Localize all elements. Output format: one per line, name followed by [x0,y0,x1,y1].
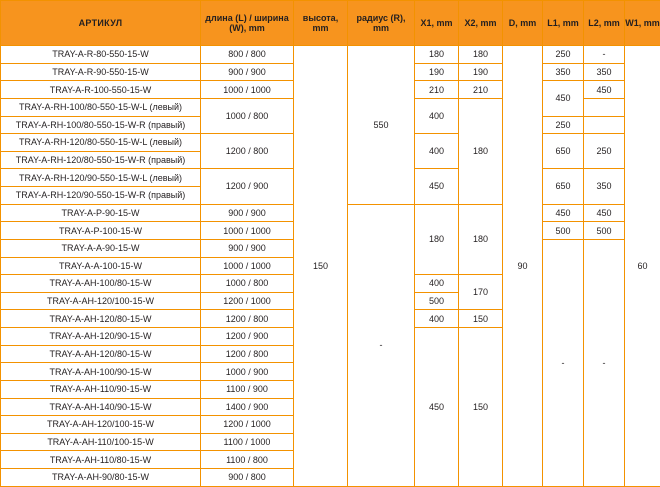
cell-l1: 250 [543,46,584,64]
cell-l2: 500 [584,222,625,240]
cell-l2: - [584,46,625,64]
cell-size: 1000 / 1000 [201,222,294,240]
cell-article: TRAY-A-AH-110/80-15-W [1,451,201,469]
cell-l1: - [543,239,584,486]
cell-article: TRAY-A-RH-120/90-550-15-W-R (правый) [1,187,201,205]
cell-size: 900 / 900 [201,63,294,81]
cell-article: TRAY-A-RH-100/80-550-15-W-R (правый) [1,116,201,134]
cell-radius-550: 550 [348,46,415,205]
cell-l1: 450 [543,81,584,116]
cell-l2 [584,98,625,116]
table-row [1,46,660,64]
cell-x2: 190 [459,63,503,81]
header-x2: X2, mm [459,1,503,46]
cell-article: TRAY-A-R-100-550-15-W [1,81,201,99]
header-radius: радиус (R), mm [348,1,415,46]
header-length-width: длина (L) / ширина (W), mm [201,1,294,46]
cell-article: TRAY-A-R-90-550-15-W [1,63,201,81]
cell-x2: 170 [459,275,503,310]
cell-article: TRAY-A-P-100-15-W [1,222,201,240]
header-l1: L1, mm [543,1,584,46]
cell-l2: 450 [584,204,625,222]
cell-l1: 650 [543,169,584,204]
cell-size: 1200 / 800 [201,134,294,169]
cell-size: 1100 / 900 [201,380,294,398]
header-w1: W1, mm [625,1,660,46]
cell-w1: 60 [625,46,660,487]
cell-x2: 180 [459,46,503,64]
cell-l1: 650 [543,134,584,169]
cell-size: 1100 / 800 [201,451,294,469]
cell-size: 1400 / 900 [201,398,294,416]
cell-article: TRAY-A-AH-100/80-15-W [1,275,201,293]
cell-article: TRAY-A-AH-120/80-15-W [1,310,201,328]
cell-x1: 400 [415,275,459,293]
cell-l1: 450 [543,204,584,222]
cell-size: 1200 / 900 [201,169,294,204]
cell-size: 900 / 800 [201,469,294,487]
table-header-row [1,1,660,46]
cell-l2: 450 [584,81,625,99]
cell-x1: 210 [415,81,459,99]
cell-size: 1000 / 800 [201,275,294,293]
cell-x1: 400 [415,310,459,328]
cell-article: TRAY-A-AH-110/100-15-W [1,433,201,451]
cell-size: 1200 / 800 [201,345,294,363]
cell-size: 1200 / 1000 [201,416,294,434]
cell-d: 90 [503,46,543,487]
header-height: высота, mm [294,1,348,46]
header-x1: X1, mm [415,1,459,46]
cell-radius-dash: - [348,204,415,486]
cell-l2: 250 [543,116,584,134]
cell-x1: 180 [415,46,459,64]
cell-x1: 450 [415,328,459,487]
cell-size: 800 / 800 [201,46,294,64]
cell-article: TRAY-A-R-80-550-15-W [1,46,201,64]
cell-x1: 180 [415,204,459,275]
cell-l2: 350 [584,63,625,81]
cell-article: TRAY-A-AH-120/100-15-W [1,416,201,434]
cell-l2: - [584,239,625,486]
cell-x1: 400 [415,98,459,133]
cell-article: TRAY-A-AH-100/90-15-W [1,363,201,381]
cell-article: TRAY-A-AH-120/90-15-W [1,328,201,346]
cell-article: TRAY-A-AH-110/90-15-W [1,380,201,398]
cell-article: TRAY-A-AH-120/80-15-W [1,345,201,363]
cell-x2: 150 [459,328,503,487]
cell-size: 1000 / 900 [201,363,294,381]
cell-height: 150 [294,46,348,487]
cell-l2: 350 [584,169,625,204]
cell-l2: 250 [584,134,625,169]
cell-x2: 210 [459,81,503,99]
cell-size: 1000 / 800 [201,98,294,133]
cell-x1: 190 [415,63,459,81]
header-article: АРТИКУЛ [1,1,201,46]
cell-x2: 150 [459,310,503,328]
cell-size: 1000 / 1000 [201,81,294,99]
cell-article: TRAY-A-A-90-15-W [1,239,201,257]
cell-size: 900 / 900 [201,239,294,257]
cell-l1: 500 [543,222,584,240]
cell-article: TRAY-A-AH-90/80-15-W [1,469,201,487]
cell-x1: 450 [415,169,459,204]
cell-x1: 400 [415,134,459,169]
cell-x2: 180 [459,204,503,275]
header-d: D, mm [503,1,543,46]
cell-x1: 500 [415,292,459,310]
cell-article: TRAY-A-AH-120/100-15-W [1,292,201,310]
cell-l1: 350 [543,63,584,81]
cell-article: TRAY-A-P-90-15-W [1,204,201,222]
cell-article: TRAY-A-RH-120/80-550-15-W-L (левый) [1,134,201,152]
cell-article: TRAY-A-RH-120/80-550-15-W-R (правый) [1,151,201,169]
cell-article: TRAY-A-AH-140/90-15-W [1,398,201,416]
cell-size: 1000 / 1000 [201,257,294,275]
cell-size: 1200 / 1000 [201,292,294,310]
cell-article: TRAY-A-RH-120/90-550-15-W-L (левый) [1,169,201,187]
cell-size: 900 / 900 [201,204,294,222]
header-l2: L2, mm [584,1,625,46]
cell-article: TRAY-A-A-100-15-W [1,257,201,275]
cell-size: 1200 / 900 [201,328,294,346]
cell-size: 1100 / 1000 [201,433,294,451]
cell-x2: 180 [459,98,503,204]
cell-article: TRAY-A-RH-100/80-550-15-W-L (левый) [1,98,201,116]
cell-size: 1200 / 800 [201,310,294,328]
